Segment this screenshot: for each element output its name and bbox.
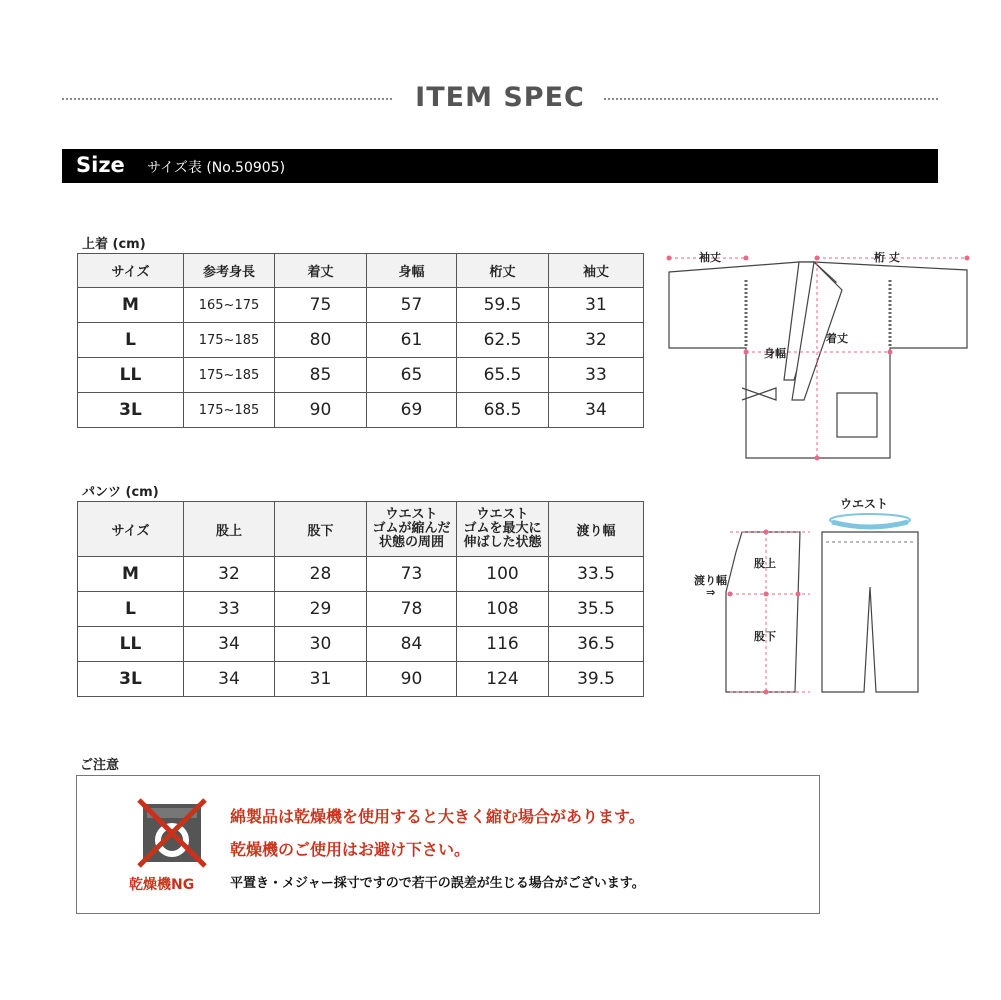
jacket-row — [78, 393, 644, 428]
diagram-label-width: 身幅 — [764, 347, 786, 360]
jacket-header-row — [78, 254, 644, 288]
pants-header-cell: サイズ — [78, 502, 184, 557]
pants-row — [78, 662, 644, 697]
diagram-label-thigh — [694, 573, 731, 599]
pants-cell: 32 — [184, 557, 275, 592]
jacket-size-table — [77, 253, 644, 428]
jacket-header-cell: 袖丈 — [549, 254, 644, 288]
diagram-label-waist: ウエスト — [840, 497, 889, 511]
jacket-row — [78, 358, 644, 393]
jacket-cell: 32 — [549, 323, 644, 358]
jacket-cell: LL — [78, 358, 184, 393]
jacket-cell: L — [78, 323, 184, 358]
jacket-cell: M — [78, 288, 184, 323]
pants-cell: 90 — [367, 662, 457, 697]
pants-cell: 84 — [367, 627, 457, 662]
pants-row — [78, 557, 644, 592]
jacket-cell: 85 — [275, 358, 367, 393]
pants-cell: 108 — [457, 592, 549, 627]
item-spec-header — [62, 78, 938, 118]
diagram-label-length: 着丈 — [826, 332, 848, 345]
jacket-cell: 34 — [549, 393, 644, 428]
pants-cell: 34 — [184, 662, 275, 697]
notice-line-1: 綿製品は乾燥機を使用すると大きく縮む場合があります。 — [230, 807, 645, 826]
jacket-header-cell: 桁丈 — [457, 254, 549, 288]
jacket-cell: 69 — [367, 393, 457, 428]
pants-header-cell: 渡り幅 — [549, 502, 644, 557]
pants-cell: L — [78, 592, 184, 627]
jacket-cell: 61 — [367, 323, 457, 358]
pants-cell: 3L — [78, 662, 184, 697]
page-title: ITEM SPEC — [415, 82, 585, 113]
jacket-row — [78, 323, 644, 358]
jacket-cell: 175~185 — [184, 358, 275, 393]
pants-diagram — [690, 492, 950, 704]
jacket-cell: 62.5 — [457, 323, 549, 358]
jacket-table-label: 上着 (cm) — [82, 237, 146, 252]
notice-label: ご注意 — [80, 758, 120, 773]
jacket-cell: 31 — [549, 288, 644, 323]
size-bar-subtitle: サイズ表 (No.50905) — [147, 160, 286, 176]
pants-cell: 33 — [184, 592, 275, 627]
pants-cell: 33.5 — [549, 557, 644, 592]
pants-row — [78, 592, 644, 627]
pants-cell: 124 — [457, 662, 549, 697]
pants-cell: 36.5 — [549, 627, 644, 662]
pants-header-row — [78, 502, 644, 557]
diagram-label-yuki: 桁 丈 — [874, 251, 900, 264]
pants-cell: 31 — [275, 662, 367, 697]
pants-cell: 73 — [367, 557, 457, 592]
pants-cell: LL — [78, 627, 184, 662]
diagram-label-thigh-line1: 渡り幅 — [694, 574, 727, 587]
jacket-cell: 165~175 — [184, 288, 275, 323]
jacket-cell: 57 — [367, 288, 457, 323]
jacket-cell: 175~185 — [184, 323, 275, 358]
pants-table-label: パンツ (cm) — [82, 485, 159, 500]
pants-cell: 35.5 — [549, 592, 644, 627]
jacket-cell: 65 — [367, 358, 457, 393]
jacket-header-cell: 身幅 — [367, 254, 457, 288]
jacket-cell: 90 — [275, 393, 367, 428]
size-bar — [62, 149, 938, 183]
dryer-ng-label: 乾燥機NG — [129, 877, 195, 893]
jacket-header-cell: サイズ — [78, 254, 184, 288]
jacket-cell: 80 — [275, 323, 367, 358]
jacket-header-cell: 参考身長 — [184, 254, 275, 288]
pants-cell: 30 — [275, 627, 367, 662]
pants-cell: 116 — [457, 627, 549, 662]
jacket-cell: 33 — [549, 358, 644, 393]
pants-row — [78, 627, 644, 662]
notice-line-2: 乾燥機のご使用はお避け下さい。 — [230, 840, 471, 859]
jacket-cell: 175~185 — [184, 393, 275, 428]
pants-cell: 78 — [367, 592, 457, 627]
pants-cell: 39.5 — [549, 662, 644, 697]
jacket-header-cell: 着丈 — [275, 254, 367, 288]
diagram-label-rise: 股上 — [754, 557, 776, 570]
pants-cell: 29 — [275, 592, 367, 627]
notice-line-3: 平置き・メジャー採寸ですので若干の誤差が生じる場合がございます。 — [230, 876, 645, 891]
jacket-cell: 65.5 — [457, 358, 549, 393]
jacket-cell: 75 — [275, 288, 367, 323]
pants-size-table — [77, 501, 644, 697]
size-bar-label: Size — [76, 153, 125, 177]
jacket-cell: 3L — [78, 393, 184, 428]
pants-cell: 100 — [457, 557, 549, 592]
jacket-row — [78, 288, 644, 323]
jacket-cell: 68.5 — [457, 393, 549, 428]
pants-cell: M — [78, 557, 184, 592]
pants-header-cell: 股上 — [184, 502, 275, 557]
notice-box — [76, 775, 820, 914]
diagram-label-thigh-line2: ⇒ — [706, 586, 716, 599]
diagram-label-sleeve: 袖丈 — [699, 251, 721, 264]
pants-cell: 34 — [184, 627, 275, 662]
jacket-cell: 59.5 — [457, 288, 549, 323]
pants-header-cell: 股下 — [275, 502, 367, 557]
pants-header-cell: ウエスト ゴムが縮んだ 状態の周囲 — [367, 502, 457, 557]
pants-cell: 28 — [275, 557, 367, 592]
pants-header-cell: ウエスト ゴムを最大に 伸ばした状態 — [457, 502, 549, 557]
diagram-label-inseam: 股下 — [754, 630, 776, 643]
washing-machine-crossed-icon — [135, 796, 209, 870]
jacket-diagram — [664, 240, 984, 470]
